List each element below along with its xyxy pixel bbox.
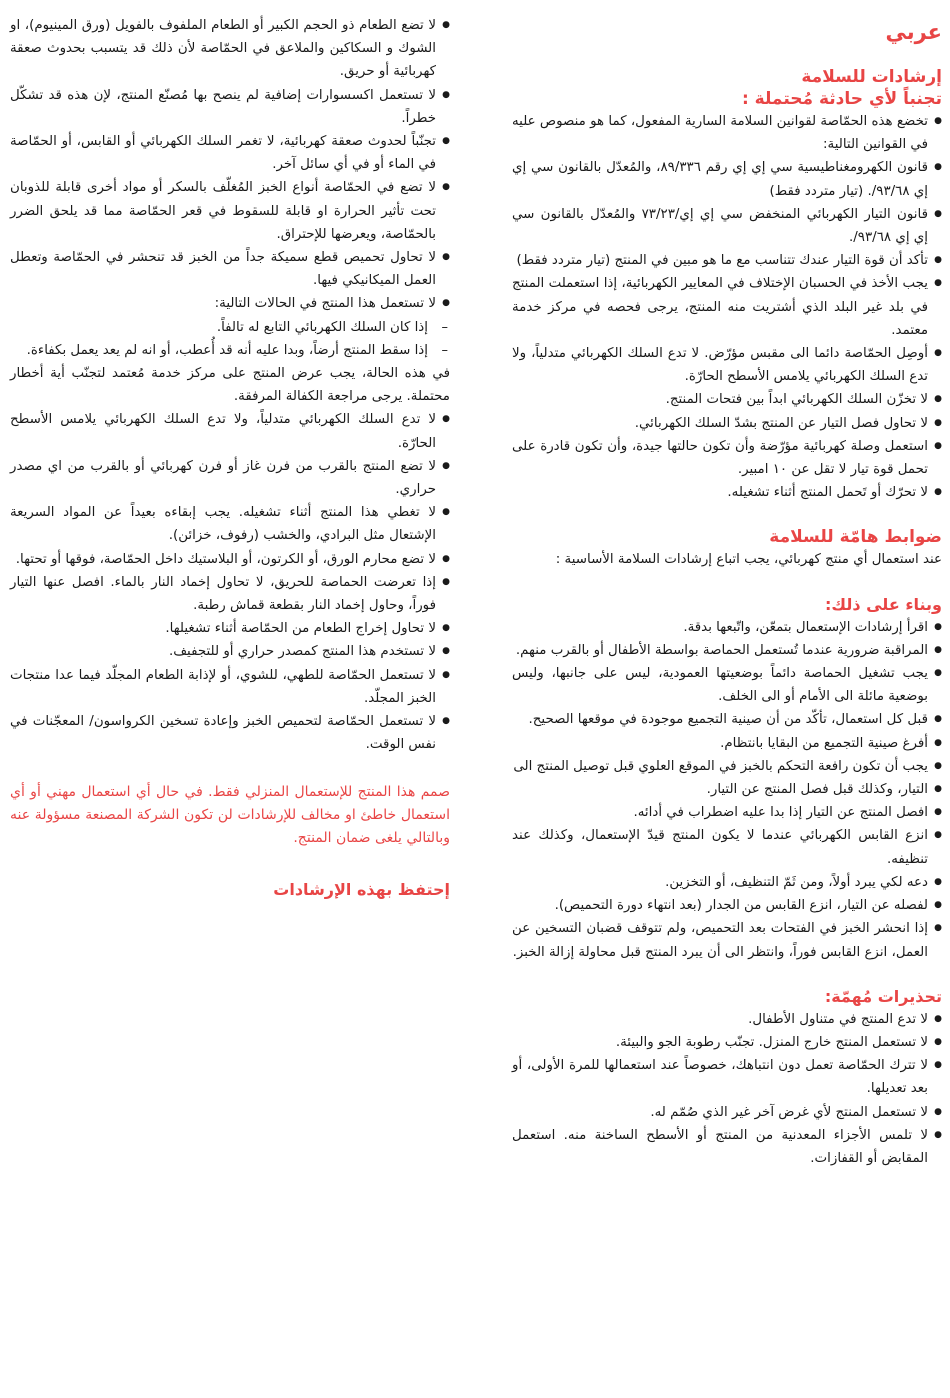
- language-title: عربي: [885, 20, 942, 44]
- list-item: ● لا تستعمل الحمّاصة للطهي، للشوي، أو لإذابة الطعام المجلّد فيما عدا منتجات الخبز المجلّد.: [10, 664, 450, 710]
- list-item: ● تجنّباً لحدوث صعقة كهربائية، لا تغمر السلك الكهربائي أو القابس، أو الحمّاصة في الماء أو في أي سائل آخر.: [10, 130, 450, 176]
- warnings-heading: تحذيرات مُهمّة:: [824, 986, 942, 1006]
- list-item: ● لا تضع المنتج بالقرب من فرن غاز أو فرن كهربائي أو بالقرب من اي مصدر حراري.: [10, 455, 450, 501]
- list-item: – إذا كان السلك الكهربائي التابع له تالفاً.: [10, 316, 450, 339]
- rules-text: عند استعمال أي منتج كهربائي، يجب اتباع إرشادات السلامة الأساسية :: [555, 552, 942, 568]
- list-item: ● المراقبة ضرورية عندما تُستعمل الحماصة بواسطة الأطفال أو بالقرب منهم.: [512, 639, 942, 662]
- list-item: ● افصل المنتج عن التيار إذا بدا عليه اضطراب في أدائه.: [512, 801, 942, 824]
- list-item: ● التيار، وكذلك قبل فصل المنتج عن التيار.: [512, 778, 942, 801]
- list-item: ● أوصِل الحمّاصة دائما الى مقبس مؤرّض. لا تدع السلك الكهربائي متدلياً، ولا تدع السلك الكهربائي يلامس الأسطح الحارّة.: [512, 342, 942, 388]
- left-column: [10, 14, 450, 899]
- list-item: – إذا سقط المنتج أرضاً، وبدا عليه أنه قد أُعطب، أو انه لم يعد يعمل بكفاءة.: [10, 339, 450, 362]
- list-item: ● تخضع هذه الحمّاصة لقوانين السلامة السارية المفعول، كما هو منصوص عليه في القوانين التالية:: [512, 110, 942, 156]
- list-item: ● تأكد أن قوة التيار عندك تتناسب مع ما هو مبين في المنتج (تيار متردد فقط): [512, 249, 942, 272]
- list-item: ● لا تحاول إخراج الطعام من الحمّاصة أثناء تشغيلها.: [10, 617, 450, 640]
- instructions-list: [512, 616, 942, 964]
- list-item: ● انزع القابس الكهربائي عندما لا يكون المنتج قيدّ الإستعمال، وكذلك عند تنظيفه.: [512, 824, 942, 870]
- list-item: ● لا تدع السلك الكهربائي متدلياً، ولا تدع السلك الكهربائي يلامس الأسطح الحارّة.: [10, 408, 450, 454]
- list-item: ● إذا انحشر الخبز في الفتحات بعد التحميص، ولم تتوقف قضبان التسخين عن العمل، انزع القابس فوراً، وانتظر الى أن يبرد المنتج قبل محاولة إزالة الخبز.: [512, 917, 942, 963]
- list-item: ● قانون الكهرومغناطيسية سي إي إي رقم ٨٩/٣٣٦، والمُعدّل بالقانون سي إي إي ٩٣/٦٨/. (تيار متردد فقط): [512, 156, 942, 202]
- list-item: ● يجب أن تكون رافعة التحكم بالخبز في الموقع العلوي قبل توصيل المنتج الى: [512, 755, 942, 778]
- warnings-list: [512, 1008, 942, 1170]
- list-item: ● لا تدع المنتج في متناول الأطفال.: [512, 1008, 942, 1031]
- cautions-list: [10, 14, 450, 757]
- household-use-note: صمم هذا المنتج للإستعمال المنزلي فقط. في حال أي استعمال مهني أو أي استعمال خاطئ او مخالف للإرشادات لن تكون الشركة المصنعة مسؤولة عنه وبالتالي يلغى ضمان المنتج.: [10, 783, 450, 846]
- list-item: ● استعمل وصلة كهربائية مؤرّضة وأن تكون حالتها جيدة، وأن تكون قادرة على تحمل قوة تيار لا تقل عن ١٠ امبير.: [512, 435, 942, 481]
- list-item: ● يجب تشغيل الحماصة دائماً بوضعيتها العمودية، ليس على جانبها، وليس بوضعية مائلة الى الأمام أو الى الخلف.: [512, 662, 942, 708]
- list-item: ● لا تستعمل اكسسوارات إضافية لم ينصح بها مُصنّع المنتج، لإن هذه قد تشكّل خطراً.: [10, 84, 450, 130]
- list-item: ● إذا تعرضت الحماصة للحريق، لا تحاول إخماد النار بالماء. افصل عنها التيار فوراً، وحاول إخماد النار بقطعة قماش رطبة.: [10, 571, 450, 617]
- list-item: ● لا تلمس الأجزاء المعدنية من المنتج أو الأسطح الساخنة منه. استعمل المقابض أو القفازات.: [512, 1124, 942, 1170]
- list-item: ● لا تضع الطعام ذو الحجم الكبير أو الطعام الملفوف بالفويل (ورق المينيوم)، او الشوك و السكاكين والملاعق في الحمّاصة لأن ذلك قد يتسبب بحدوث صعقة كهربائية أو حريق.: [10, 14, 450, 84]
- list-item: ● لا تحاول فصل التيار عن المنتج بشدّ السلك الكهربائي.: [512, 412, 942, 435]
- avoid-heading: تجنباً لأي حادثة مُحتملة :: [741, 89, 942, 109]
- list-item: ● لا تضع محارم الورق، أو الكرتون، أو البلاستيك داخل الحمّاصة، فوقها أو تحتها.: [10, 548, 450, 571]
- list-item: ● لا تستعمل المنتج خارج المنزل. تجنّب رطوبة الجو والبيئة.: [512, 1031, 942, 1054]
- list-item: ● لا تحاول تحميص قطع سميكة جداً من الخبز قد تنحشر في الحمّاصة وتعطل العمل الميكانيكي فيها.: [10, 246, 450, 292]
- list-item: ● لا تستعمل هذا المنتج في الحالات التالية:: [10, 292, 450, 315]
- list-item: ● اقرأ إرشادات الإستعمال بتمعّن، واتّبعها بدقة.: [512, 616, 942, 639]
- list-item: ● دعه لكي يبرد أولاً، ومن ثَمّ التنظيف، أو التخزين.: [512, 871, 942, 894]
- list-item: ● لا تترك الحمّاصة تعمل دون انتباهك، خصوصاً عند استعمالها للمرة الأولى، أو بعد تعديلها.: [512, 1054, 942, 1100]
- thus-heading: وبناء على ذلك:: [825, 594, 942, 614]
- list-item: ● لا تحرّك أو تَحمل المنتج أثناء تشغيله.: [512, 481, 942, 504]
- safety-heading: إرشادات للسلامة: [801, 67, 942, 87]
- list-item: ● لا تخزّن السلك الكهربائي ابداً بين فتحات المنتج.: [512, 388, 942, 411]
- safety-list: [512, 110, 942, 504]
- list-item: ● لا تستعمل المنتج لأي غرض آخر غير الذي صُمّم له.: [512, 1101, 942, 1124]
- list-item: ● لا تضع في الحمّاصة أنواع الخبز المُغلّف بالسكر أو مواد أخرى قابلة للذوبان تحت تأثير الحرارة او قابلة للسقوط في قعر الحمّاصة مما قد يلحق الضرر بالحمّاصة، ويعرضها للإحتراق.: [10, 176, 450, 246]
- list-item: ● قانون التيار الكهربائي المنخفض سي إي إي/٧٣/٢٣ والمُعدّل بالقانون سي إي إي ٩٣/٦٨/.: [512, 203, 942, 249]
- keep-instructions: إحتفظ بهذه الإرشادات: [273, 879, 450, 899]
- list-item: ● لا تغطي هذا المنتج أثناء تشغيله. يجب إبقاءه بعيداً عن المواد السريعة الإشتعال مثل البرادي، والخشب (رفوف، خزائن).: [10, 501, 450, 547]
- right-column: [512, 14, 942, 1170]
- rules-heading: ضوابط هامّة للسلامة: [769, 527, 942, 548]
- list-item: ● لفصله عن التيار، انزع القابس من الجدار (بعد انتهاء دورة التحميص).: [512, 894, 942, 917]
- list-item: ● يجب الأخذ في الحسبان الإختلاف في المعايير الكهربائية، إذا استعملت المنتج في بلد غير البلد الذي أشتريت منه المنتج، يرجى فحصه في مركز خدمة معتمد.: [512, 272, 942, 342]
- list-item: ● لا تستخدم هذا المنتج كمصدر حراري أو للتجفيف.: [10, 640, 450, 663]
- list-item: ● أفرغ صينية التجميع من البقايا بانتظام.: [512, 732, 942, 755]
- list-item: في هذه الحالة، يجب عرض المنتج على مركز خدمة مُعتمد لتجنّب أية أخطار محتملة. يرجى مراجعة الكفالة المرفقة.: [10, 366, 450, 405]
- list-item: ● قبل كل استعمال، تأكّد من أن صينية التجميع موجودة في موقعها الصحيح.: [512, 708, 942, 731]
- list-item: ● لا تستعمل الحمّاصة لتحميص الخبز وإعادة تسخين الكرواسون/ المعجّنات في نفس الوقت.: [10, 710, 450, 756]
